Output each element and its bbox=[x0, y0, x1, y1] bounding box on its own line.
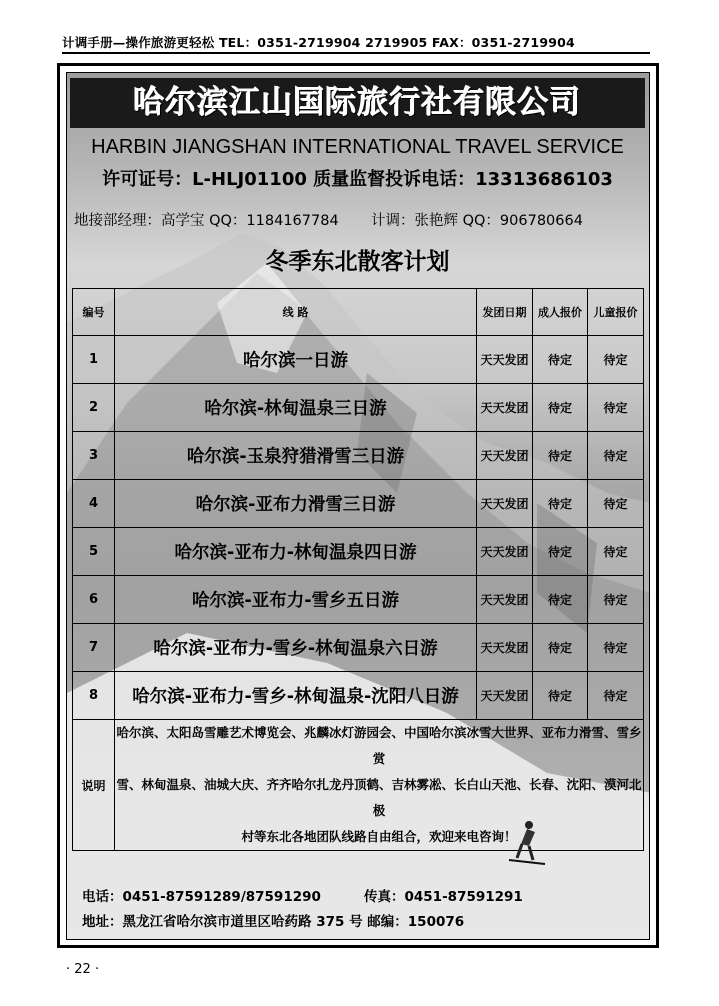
row-adult-price: 待定 bbox=[533, 384, 588, 432]
row-child-price: 待定 bbox=[588, 672, 644, 720]
table-row bbox=[73, 384, 644, 432]
note-label: 说明 bbox=[73, 720, 115, 851]
note-line: 村等东北各地团队线路自由组合，欢迎来电咨询！ bbox=[241, 829, 517, 844]
phone-line bbox=[82, 886, 642, 908]
row-adult-price: 待定 bbox=[533, 528, 588, 576]
table-row bbox=[73, 576, 644, 624]
row-route: 哈尔滨-亚布力-林甸温泉四日游 bbox=[115, 528, 477, 576]
company-name-en: HARBIN JIANGSHAN INTERNATIONAL TRAVEL SERVICE bbox=[91, 136, 624, 158]
address-line: 地址：黑龙江省哈尔滨市道里区哈药路 375 号 邮编：150076 bbox=[82, 914, 465, 930]
row-no: 6 bbox=[73, 576, 115, 624]
header-child-price: 儿童报价 bbox=[588, 289, 644, 336]
row-date: 天天发团 bbox=[477, 432, 533, 480]
skier-figure bbox=[505, 818, 549, 868]
planner-contact: 计调：张艳辉 QQ：906780664 bbox=[371, 213, 583, 229]
row-child-price: 待定 bbox=[588, 528, 644, 576]
note-text bbox=[115, 720, 644, 851]
row-adult-price: 待定 bbox=[533, 480, 588, 528]
row-route: 哈尔滨-亚布力-雪乡五日游 bbox=[115, 576, 477, 624]
row-route: 哈尔滨-亚布力-雪乡-林甸温泉-沈阳八日游 bbox=[115, 672, 477, 720]
plan-title: 冬季东北散客计划 bbox=[265, 249, 450, 275]
table-row bbox=[73, 336, 644, 384]
row-no: 3 bbox=[73, 432, 115, 480]
table-header-row bbox=[73, 289, 644, 336]
row-child-price: 待定 bbox=[588, 384, 644, 432]
row-date: 天天发团 bbox=[477, 480, 533, 528]
row-route: 哈尔滨-亚布力滑雪三日游 bbox=[115, 480, 477, 528]
contact-persons bbox=[74, 210, 644, 232]
table-row bbox=[73, 624, 644, 672]
row-date: 天天发团 bbox=[477, 336, 533, 384]
table-row bbox=[73, 432, 644, 480]
row-date: 天天发团 bbox=[477, 384, 533, 432]
header-adult-price: 成人报价 bbox=[533, 289, 588, 336]
table-row bbox=[73, 528, 644, 576]
row-child-price: 待定 bbox=[588, 624, 644, 672]
note-line: 哈尔滨、太阳岛雪雕艺术博览会、兆麟冰灯游园会、中国哈尔滨冰雪大世界、亚布力滑雪、雪乡赏 bbox=[116, 725, 642, 766]
row-no: 1 bbox=[73, 336, 115, 384]
license-and-hotline: 许可证号：L-HLJ01100 质量监督投诉电话：13313686103 bbox=[102, 169, 613, 190]
header-route: 线 路 bbox=[115, 289, 477, 336]
header-date: 发团日期 bbox=[477, 289, 533, 336]
running-header: 计调手册—操作旅游更轻松 TEL：0351-2719904 2719905 FAX：0351-2719904 bbox=[62, 34, 650, 54]
row-route: 哈尔滨-玉泉狩猎滑雪三日游 bbox=[115, 432, 477, 480]
row-route: 哈尔滨-林甸温泉三日游 bbox=[115, 384, 477, 432]
row-date: 天天发团 bbox=[477, 576, 533, 624]
row-date: 天天发团 bbox=[477, 528, 533, 576]
fax-number: 传真：0451-87591291 bbox=[364, 889, 523, 905]
row-route: 哈尔滨-亚布力-雪乡-林甸温泉六日游 bbox=[115, 624, 477, 672]
table-row bbox=[73, 480, 644, 528]
row-no: 5 bbox=[73, 528, 115, 576]
row-no: 2 bbox=[73, 384, 115, 432]
row-date: 天天发团 bbox=[477, 672, 533, 720]
row-route: 哈尔滨一日游 bbox=[115, 336, 477, 384]
page-number: · 22 · bbox=[66, 962, 100, 977]
row-adult-price: 待定 bbox=[533, 336, 588, 384]
row-adult-price: 待定 bbox=[533, 432, 588, 480]
company-name-cn: 哈尔滨江山国际旅行社有限公司 bbox=[70, 78, 645, 128]
note-line: 雪、林甸温泉、油城大庆、齐齐哈尔扎龙丹顶鹤、吉林雾凇、长白山天池、长春、沈阳、漠河北极 bbox=[116, 777, 642, 818]
row-child-price: 待定 bbox=[588, 336, 644, 384]
row-adult-price: 待定 bbox=[533, 624, 588, 672]
row-child-price: 待定 bbox=[588, 480, 644, 528]
row-child-price: 待定 bbox=[588, 576, 644, 624]
row-adult-price: 待定 bbox=[533, 672, 588, 720]
row-adult-price: 待定 bbox=[533, 576, 588, 624]
header-no: 编号 bbox=[73, 289, 115, 336]
row-date: 天天发团 bbox=[477, 624, 533, 672]
row-no: 7 bbox=[73, 624, 115, 672]
row-no: 4 bbox=[73, 480, 115, 528]
row-no: 8 bbox=[73, 672, 115, 720]
row-child-price: 待定 bbox=[588, 432, 644, 480]
phone-number: 电话：0451-87591289/87591290 bbox=[82, 889, 321, 905]
note-row bbox=[73, 720, 644, 851]
manager-contact: 地接部经理：高学宝 QQ：1184167784 bbox=[74, 213, 339, 229]
table-row bbox=[73, 672, 644, 720]
itinerary-table bbox=[72, 288, 644, 851]
